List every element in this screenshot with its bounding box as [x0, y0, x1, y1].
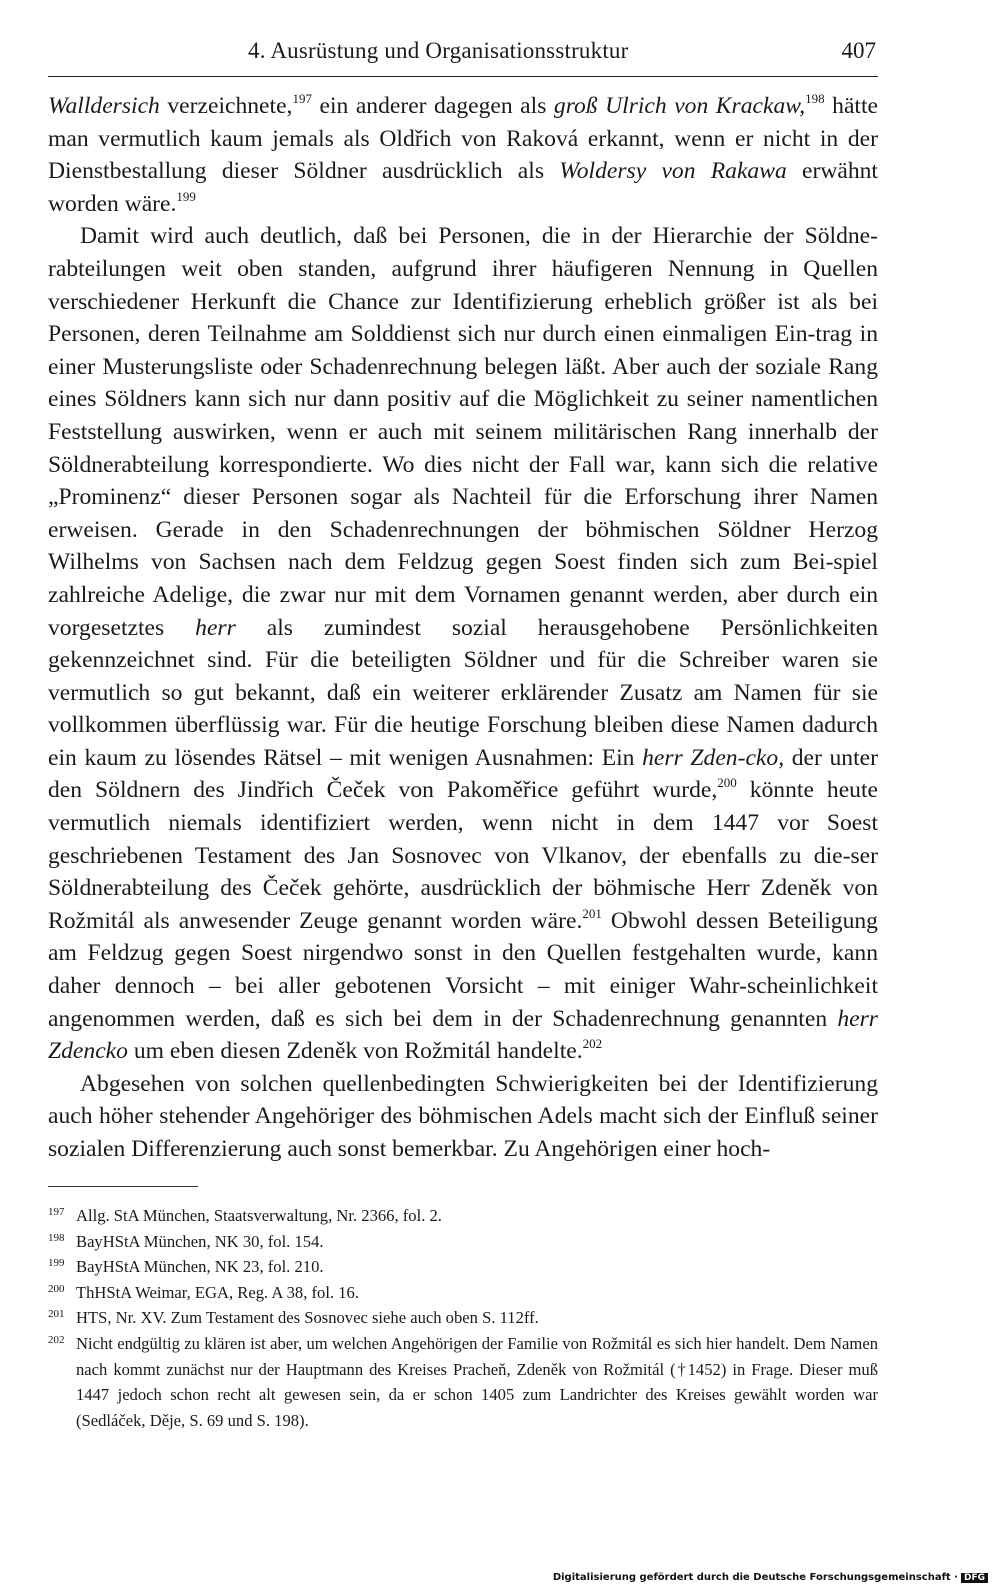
footnote-number-text: 200 — [48, 1282, 65, 1295]
footnote — [48, 1331, 878, 1433]
paragraph-1 — [48, 90, 878, 220]
footnote-text: BayHStA München, NK 30, fol. 154. — [76, 1231, 324, 1251]
text-run: hätte man vermutlich kaum jemals als Oldřich von Raková erkannt, wenn er nicht in der Dienstbestallung dieser Söldner ausdrücklich als — [48, 93, 879, 185]
footnote-ref: 199 — [176, 188, 196, 204]
footnote-text: ThHStA Weimar, EGA, Reg. A 38, fol. 16. — [76, 1282, 359, 1302]
text-run: verzeichnete, — [159, 93, 293, 119]
running-title: 4. Ausrüstung und Organisationsstruktur — [248, 38, 629, 63]
footnote-number-text: 202 — [48, 1333, 65, 1346]
footnote — [48, 1229, 878, 1255]
italic-text: groß Ulrich von Krackaw, — [553, 93, 806, 119]
text-run: könnte heute vermutlich niemals identifiziert werden, wenn nicht in dem 1447 vor Soest geschriebenen Testament des Jan Sosnovec von Vlkanov, der ebenfalls zu die-ser Söldnerabteilung des Čeček gehörte, ausdrücklich der böhmische Herr Zdeněk von Rožmitál als anwesender Zeuge genannt worden wäre. — [48, 777, 878, 934]
footnote-ref: 200 — [717, 775, 737, 791]
footnote — [48, 1305, 878, 1331]
running-header — [48, 36, 878, 77]
italic-text: herr — [195, 614, 236, 641]
footnote-number — [48, 1331, 76, 1433]
footnote-number — [48, 1229, 76, 1255]
footnote-number — [48, 1254, 76, 1280]
footnote-number — [48, 1203, 76, 1229]
footnote-ref: 198 — [805, 91, 825, 106]
italic-text: herr Zdencko — [48, 1005, 878, 1065]
footnote-text: BayHStA München, NK 23, fol. 210. — [76, 1257, 324, 1277]
text-run: Abgesehen von solchen quellenbedingten Schwierigkeiten bei der Identifizierung auch höher stehender Angehöriger des böhmischen Adels macht sich der Einfluß seiner sozialen Differenzierung auch sonst bemerkbar. Zu Angehörigen einer hoch- — [48, 1070, 878, 1162]
italic-text: herr Zden-cko, — [642, 744, 785, 771]
footnote-number-text: 199 — [48, 1257, 65, 1270]
footnote-ref: 197 — [292, 91, 312, 106]
footnote-text: HTS, Nr. XV. Zum Testament des Sosnovec siehe auch oben S. 112ff. — [76, 1308, 539, 1328]
italic-text: Walldersich — [48, 93, 160, 119]
text-run: Damit wird auch deutlich, daß bei Personen, die in der Hierarchie der Söldne-rabteilungen weit oben standen, aufgrund ihrer häufigeren Nennung in Quellen verschiedener Herkunft die Chance zur Identifizierung erheblich größer ist als bei Personen, deren Teilnahme am Solddienst sich nur durch einen einmaligen Ein-trag in einer Musterungsliste oder Schadenrechnung belegen läßt. Aber auch der soziale Rang eines Söldners kann sich nur dann positiv auf die Möglichkeit zu seiner namentlichen Feststellung auswirken, wenn er auch mit seinem militärischen Rang innerhalb der Söldnerabteilung korrespondierte. Wo dies nicht der Fall war, kann sich die relative „Prominenz“ dieser Personen sogar als Nachteil für die Erforschung ihrer Namen erweisen. Gerade in den Schadenrechnungen der böhmischen Söldner Herzog Wilhelms von Sachsen nach dem Feldzug gegen Soest finden sich zum Bei-spiel zahlreiche Adelige, die zwar nur mit dem Vornamen genannt werden, aber durch ein vorgesetztes — [48, 223, 878, 641]
footnote-text: Nicht endgültig zu klären ist aber, um welchen Angehörigen der Familie von Rožmitál es sich hier handelt. Dem Namen nach kommt zunächst nur der Hauptmann des Kreises Pracheň, Zdeněk von Rožmitál (†1452) in Frage. Dieser muß 1447 jedoch schon recht alt gewesen sein, da er schon 1405 zum Landrichter des Kreises gewählt worden war (Sedláček, Děje, S. 69 und S. 198). — [76, 1333, 878, 1430]
text-run: der unter den Söldnern des Jindřich Čeček von Pakoměřice geführt wurde, — [48, 744, 878, 804]
paragraph-3 — [48, 1068, 878, 1166]
footnote-text: Allg. StA München, Staatsverwaltung, Nr. 2366, fol. 2. — [76, 1206, 442, 1225]
text-run: als zumindest sozial herausgehobene Persönlichkeiten gekennzeichnet sind. Für die beteiligten Söldner und für die Schreiber waren sie vermutlich so gut bekannt, daß ein weiterer erklärender Zusatz am Namen für sie vollkommen überflüssig war. Für die heutige Forschung bleiben diese Namen dadurch ein kaum zu lösendes Rätsel – mit wenigen Ausnahmen: Ein — [48, 614, 878, 771]
page-number: 407 — [841, 38, 876, 63]
footnote — [48, 1203, 878, 1229]
paragraph-2 — [48, 220, 878, 1067]
footnote-number — [48, 1305, 76, 1331]
italic-text: Woldersy von Rakawa — [559, 158, 787, 185]
main-text — [48, 90, 878, 1166]
footnote-number — [48, 1280, 76, 1306]
footnote — [48, 1254, 878, 1280]
footnote-ref: 202 — [582, 1036, 603, 1052]
footnote-number-text: 201 — [48, 1308, 65, 1321]
footnotes — [48, 1203, 878, 1433]
text-run: um eben diesen Zdeněk von Rožmitál handelte. — [127, 1038, 583, 1065]
digitization-credit — [553, 1572, 988, 1583]
footnote-separator — [48, 1186, 198, 1187]
credit-text: Digitalisierung gefördert durch die Deutsche Forschungsgemeinschaft · — [552, 1572, 958, 1583]
text-run: Obwohl dessen Beteiligung am Feldzug gegen Soest nirgendwo sonst in den Quellen festgehalten wurde, kann daher dennoch – bei aller gebotenen Vorsicht – mit einiger Wahr-scheinlichkeit angenommen werden, daß es sich bei dem in der Schadenrechnung genannten — [48, 907, 878, 1032]
footnote-number-text: 198 — [48, 1231, 65, 1244]
footnote-number-text: 197 — [48, 1206, 65, 1218]
dfg-logo: DFG — [961, 1573, 988, 1583]
footnote-ref: 201 — [582, 905, 602, 921]
text-run: ein anderer dagegen als — [311, 93, 554, 119]
text-run: erwähnt worden wäre. — [48, 158, 878, 217]
footnote — [48, 1280, 878, 1306]
